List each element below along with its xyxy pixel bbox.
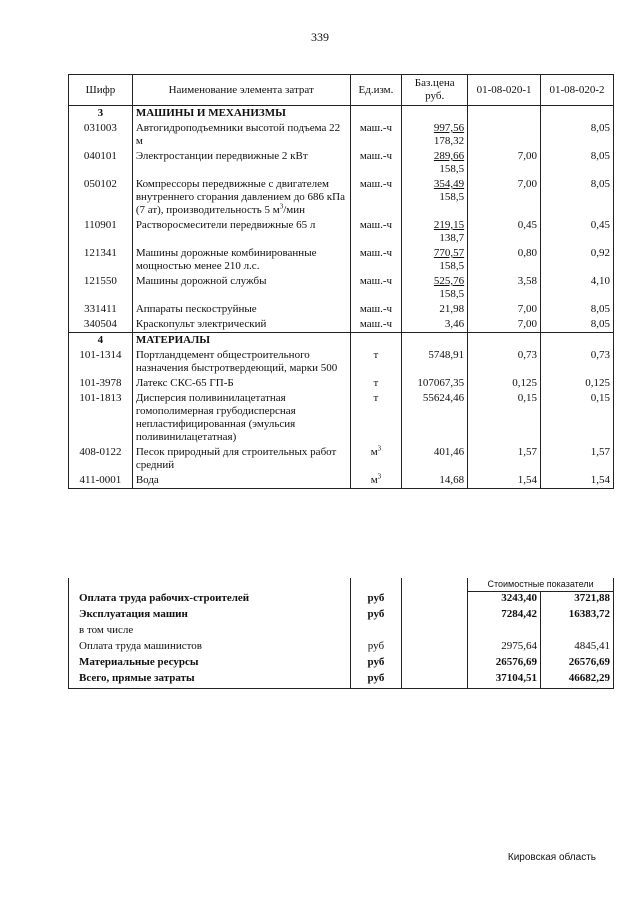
totals-row [69,624,614,640]
totals-value-1: 2975,64 [468,640,541,656]
totals-value-2: 16383,72 [541,608,614,624]
table-row [69,348,614,376]
row-code: 411-0001 [69,473,133,489]
row-value-2: 0,125 [541,376,614,391]
totals-unit: руб [350,608,402,624]
row-code: 031003 [69,121,133,149]
cost-elements-table [68,74,614,489]
empty-cell [402,333,468,349]
header-col1: 01-08-020-1 [468,75,541,106]
row-name: Растворосмесители передвижные 65 л [132,218,350,246]
row-value-1: 7,00 [468,302,541,317]
totals-unit: руб [350,592,402,609]
row-price-sub: 138,7 [439,232,465,244]
row-value-2: 8,05 [541,121,614,149]
row-value-1: 0,15 [468,391,541,445]
row-name: Латекс СКС-65 ГП-Б [132,376,350,391]
totals-caption-row [69,578,614,592]
row-price-cell [402,376,468,391]
empty-cell [402,624,468,640]
row-value-1: 0,80 [468,246,541,274]
row-unit: маш.-ч [350,246,402,274]
table-header-row [69,75,614,106]
row-value-2: 0,92 [541,246,614,274]
row-name: Аппараты пескоструйные [132,302,350,317]
row-value-1: 3,58 [468,274,541,302]
row-code: 110901 [69,218,133,246]
row-price: 401,46 [433,446,465,458]
row-price: 354,49 [433,178,465,190]
region-label: Кировская область [507,852,596,863]
table-body [69,106,614,489]
totals-value-1 [468,624,541,640]
totals-value-2: 4845,41 [541,640,614,656]
row-price: 525,76 [433,275,465,287]
row-unit: маш.-ч [350,274,402,302]
empty-cell [350,333,402,349]
totals-unit: руб [350,640,402,656]
row-code: 408-0122 [69,445,133,473]
empty-cell [350,106,402,122]
totals-value-1: 3243,40 [468,592,541,609]
table-row [69,302,614,317]
row-value-1: 1,57 [468,445,541,473]
row-name: Вода [132,473,350,489]
totals-name: Оплата труда машинистов [69,640,351,656]
row-price: 107067,35 [417,377,465,389]
row-price-cell [402,302,468,317]
row-code: 101-1314 [69,348,133,376]
section-code: 3 [69,106,133,122]
table-row [69,177,614,218]
row-price: 55624,46 [422,392,465,404]
row-value-1: 7,00 [468,317,541,333]
totals-value-2: 46682,29 [541,672,614,689]
row-code: 331411 [69,302,133,317]
totals-unit: руб [350,656,402,672]
section-row [69,106,614,122]
row-price-sub: 158,5 [439,191,465,203]
totals-name: Всего, прямые затраты [69,672,351,689]
row-unit: маш.-ч [350,121,402,149]
totals-body [69,578,614,689]
empty-cell [402,106,468,122]
totals-name: в том числе [69,624,351,640]
row-name: Электростанции передвижные 2 кВт [132,149,350,177]
row-name: Машины дорожные комбинированные мощностью менее 210 л.с. [132,246,350,274]
row-code: 040101 [69,149,133,177]
row-price: 3,46 [444,318,465,330]
totals-row [69,640,614,656]
row-name: Дисперсия поливинилацетатная гомополимерная грубодисперсная непластифицированная (эмульсия поливинилацетатная) [132,391,350,445]
row-price: 997,56 [433,122,465,134]
totals-name: Материальные ресурсы [69,656,351,672]
row-price-sub: 158,5 [439,163,465,175]
totals-unit: руб [350,672,402,689]
row-name: Песок природный для строительных работ средний [132,445,350,473]
row-name: Автогидроподъемники высотой подъема 22 м [132,121,350,149]
totals-unit [350,624,402,640]
empty-cell [402,578,468,592]
row-value-2: 4,10 [541,274,614,302]
totals-row [69,656,614,672]
table-row [69,218,614,246]
section-title: МАШИНЫ И МЕХАНИЗМЫ [132,106,350,122]
empty-cell [468,106,541,122]
row-price-cell [402,149,468,177]
row-value-2: 0,73 [541,348,614,376]
row-value-1: 7,00 [468,177,541,218]
totals-value-1: 7284,42 [468,608,541,624]
page-number: 339 [311,30,329,44]
table-row [69,149,614,177]
row-unit: маш.-ч [350,302,402,317]
row-unit: маш.-ч [350,317,402,333]
row-price-cell [402,274,468,302]
empty-cell [402,672,468,689]
empty-cell [402,656,468,672]
row-price-cell [402,445,468,473]
row-code: 101-3978 [69,376,133,391]
row-value-1: 7,00 [468,149,541,177]
table-row [69,445,614,473]
table-row [69,317,614,333]
row-price-cell [402,348,468,376]
row-price: 5748,91 [428,349,465,361]
table-row [69,376,614,391]
header-price: Баз.цена руб. [402,75,468,106]
table-row [69,246,614,274]
row-price: 14,68 [439,474,465,486]
totals-value-1: 26576,69 [468,656,541,672]
row-value-2: 8,05 [541,317,614,333]
empty-cell [402,592,468,609]
totals-row [69,608,614,624]
row-value-2: 1,57 [541,445,614,473]
totals-caption: Стоимостные показатели [468,578,614,592]
empty-cell [350,578,402,592]
empty-cell [541,333,614,349]
row-code: 121550 [69,274,133,302]
row-value-1: 1,54 [468,473,541,489]
row-unit: маш.-ч [350,218,402,246]
row-price-cell [402,473,468,489]
row-unit: т [350,376,402,391]
table-row [69,473,614,489]
row-code: 340504 [69,317,133,333]
row-unit: $м^3$ [350,473,402,489]
section-title: МАТЕРИАЛЫ [132,333,350,349]
row-value-1: 0,45 [468,218,541,246]
row-name: Компрессоры передвижные с двигателем внутреннего сгорания давлением до 686 кПа (7 ат), производительность 5 $м^3$/мин [132,177,350,218]
section-row [69,333,614,349]
row-value-1: 0,73 [468,348,541,376]
header-unit: Ед.изм. [350,75,402,106]
row-price: 21,98 [439,303,465,315]
empty-cell [468,333,541,349]
row-price-sub: 158,5 [439,260,465,272]
row-price: 219,15 [433,219,465,231]
row-price: 289,66 [433,150,465,162]
row-unit: $м^3$ [350,445,402,473]
row-code: 101-1813 [69,391,133,445]
empty-cell [541,106,614,122]
row-unit: маш.-ч [350,177,402,218]
header-code: Шифр [69,75,133,106]
totals-value-1: 37104,51 [468,672,541,689]
row-price-cell [402,177,468,218]
row-name: Портландцемент общестроительного назначения быстротвердеющий, марки 500 [132,348,350,376]
totals-value-2: 3721,88 [541,592,614,609]
cost-indicators-table [68,578,614,689]
totals-name: Эксплуатация машин [69,608,351,624]
row-code: 121341 [69,246,133,274]
row-value-2: 1,54 [541,473,614,489]
row-price-cell [402,391,468,445]
totals-row [69,592,614,609]
table-row [69,274,614,302]
totals-value-2: 26576,69 [541,656,614,672]
empty-cell [402,640,468,656]
row-unit: т [350,348,402,376]
totals-name: Оплата труда рабочих-строителей [69,592,351,609]
row-unit: маш.-ч [350,149,402,177]
table-row [69,121,614,149]
row-value-2: 8,05 [541,177,614,218]
row-value-2: 0,45 [541,218,614,246]
header-name: Наименование элемента затрат [132,75,350,106]
row-value-2: 8,05 [541,302,614,317]
row-code: 050102 [69,177,133,218]
totals-value-2 [541,624,614,640]
row-name: Краскопульт электрический [132,317,350,333]
row-value-1 [468,121,541,149]
row-value-1: 0,125 [468,376,541,391]
row-value-2: 8,05 [541,149,614,177]
row-price-cell [402,317,468,333]
row-price-cell [402,218,468,246]
row-unit: т [350,391,402,445]
header-col2: 01-08-020-2 [541,75,614,106]
row-price-cell [402,246,468,274]
table-row [69,391,614,445]
row-value-2: 0,15 [541,391,614,445]
row-price-sub: 178,32 [433,135,465,147]
totals-row [69,672,614,689]
empty-cell [402,608,468,624]
row-price-cell [402,121,468,149]
empty-cell [69,578,351,592]
row-price-sub: 158,5 [439,288,465,300]
section-code: 4 [69,333,133,349]
row-price: 770,57 [433,247,465,259]
row-name: Машины дорожной службы [132,274,350,302]
